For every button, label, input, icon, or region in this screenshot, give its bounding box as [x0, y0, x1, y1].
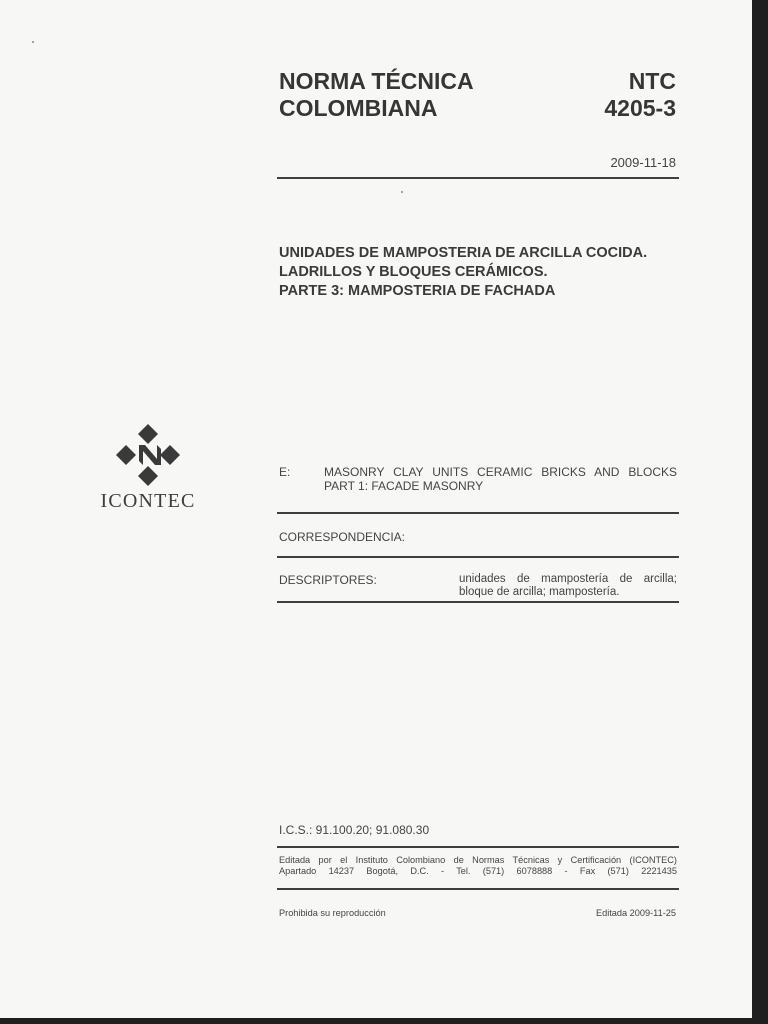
publisher-divider [277, 888, 679, 890]
icontec-logo-icon [116, 424, 180, 486]
icontec-logo [92, 424, 204, 513]
document-title [279, 244, 647, 301]
norm-title-line2: COLOMBIANA [279, 95, 438, 121]
descriptores-line1: unidades de mampostería de arcilla; [459, 573, 677, 585]
scan-speck [32, 41, 34, 43]
section-divider [277, 601, 679, 603]
publisher-line2: Apartado 14237 Bogotá, D.C. - Tel. (571) 6078888 - Fax (571) 2221435 [279, 866, 677, 876]
scan-speck [401, 191, 403, 193]
section-divider [277, 556, 679, 558]
english-title [324, 465, 677, 493]
publisher-info [279, 855, 677, 877]
header-divider [277, 177, 679, 179]
publisher-line1: Editada por el Instituto Colombiano de Normas Técnicas y Certificación (ICONTEC) [279, 855, 677, 865]
document-title-line1: UNIDADES DE MAMPOSTERIA DE ARCILLA COCIDA. [279, 245, 648, 261]
document-title-line2: LADRILLOS Y BLOQUES CERÁMICOS. [279, 264, 548, 280]
descriptores-line2: bloque de arcilla; mampostería. [459, 586, 620, 598]
descriptores-value [459, 573, 677, 599]
english-title-label: E: [279, 465, 291, 479]
english-title-line2: PART 1: FACADE MASONRY [324, 479, 484, 493]
ics-divider [277, 846, 679, 848]
document-title-line3: PARTE 3: MAMPOSTERIA DE FACHADA [279, 283, 556, 299]
norm-code-line2: 4205-3 [604, 95, 676, 121]
issue-date: 2009-11-18 [610, 155, 676, 170]
reproduction-notice: Prohibida su reproducción [279, 908, 386, 918]
english-title-line1: MASONRY CLAY UNITS CERAMIC BRICKS AND BLOCKS [324, 465, 677, 479]
icontec-logo-text: ICONTEC [100, 490, 196, 512]
ics-code: I.C.S.: 91.100.20; 91.080.30 [279, 823, 430, 837]
norm-title-line1: NORMA TÉCNICA [279, 68, 474, 94]
correspondencia-label: CORRESPONDENCIA: [279, 530, 406, 544]
norm-code [604, 68, 676, 122]
norm-title [279, 68, 474, 122]
norm-code-line1: NTC [628, 68, 676, 94]
descriptores-label: DESCRIPTORES: [279, 573, 377, 587]
edition-date: Editada 2009-11-25 [595, 908, 676, 918]
section-divider [277, 512, 679, 514]
